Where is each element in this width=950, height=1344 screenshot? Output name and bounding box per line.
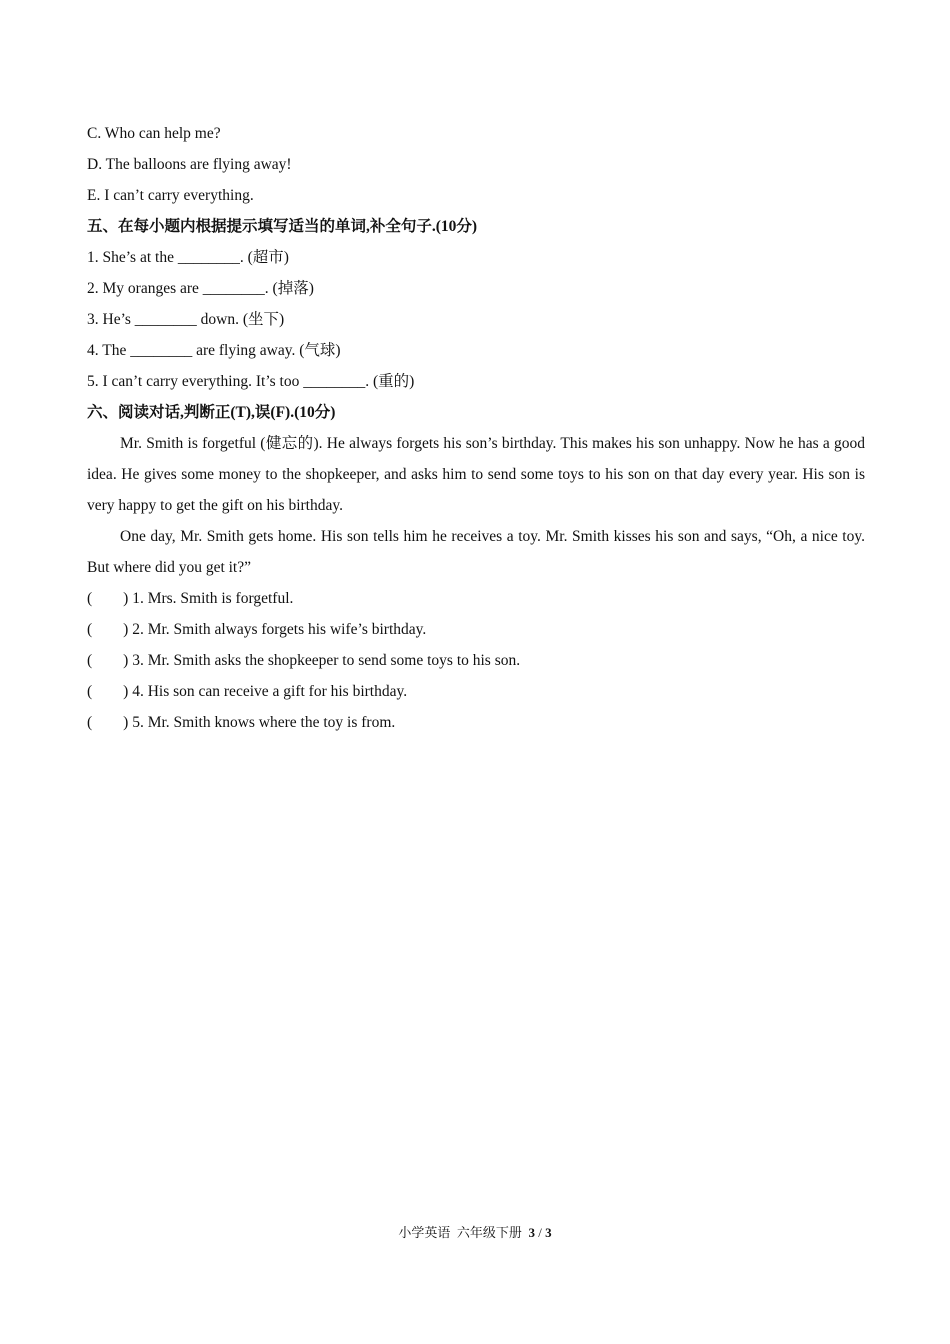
option-c: C. Who can help me? bbox=[87, 125, 221, 142]
judge-statement-5: ( ) 5. Mr. Smith knows where the toy is from. bbox=[87, 714, 396, 731]
reading-paragraph-2: One day, Mr. Smith gets home. His son tells him he receives a toy. Mr. Smith kisses his son and says, “Oh, a nice toy. But where did you get it?” bbox=[87, 528, 865, 576]
fill-blank-item-2: 2. My oranges are ________. (掉落) bbox=[87, 280, 314, 297]
section-5 bbox=[87, 211, 865, 397]
page-footer bbox=[0, 1223, 950, 1243]
reading-paragraph-1: Mr. Smith is forgetful (健忘的). He always forgets his son’s birthday. This makes his son unhappy. Now he has a good idea. He gives some money to the shopkeeper, and asks him to send some toys to his son on that day every year. His son is very happy to get the gift on his birthday. bbox=[87, 435, 865, 514]
section-5-heading: 五、在每小题内根据提示填写适当的单词,补全句子.(10分) bbox=[87, 218, 478, 235]
judge-statement-4: ( ) 4. His son can receive a gift for his birthday. bbox=[87, 683, 408, 700]
fill-blank-item-3: 3. He’s ________ down. (坐下) bbox=[87, 311, 285, 328]
options-list bbox=[87, 118, 865, 211]
fill-blank-item-4: 4. The ________ are flying away. (气球) bbox=[87, 342, 341, 359]
fill-blank-item-1: 1. She’s at the ________. (超市) bbox=[87, 249, 289, 266]
fill-blank-item-5: 5. I can’t carry everything. It’s too ________. (重的) bbox=[87, 373, 415, 390]
judge-statement-1: ( ) 1. Mrs. Smith is forgetful. bbox=[87, 590, 294, 607]
section-6 bbox=[87, 397, 865, 738]
section-6-heading: 六、阅读对话,判断正(T),误(F).(10分) bbox=[87, 404, 336, 421]
judge-statement-2: ( ) 2. Mr. Smith always forgets his wife’s birthday. bbox=[87, 621, 427, 638]
page-separator: / bbox=[534, 1225, 546, 1240]
judge-statement-3: ( ) 3. Mr. Smith asks the shopkeeper to send some toys to his son. bbox=[87, 652, 521, 669]
page-number: 3 bbox=[528, 1225, 535, 1240]
option-e: E. I can’t carry everything. bbox=[87, 187, 254, 204]
option-d: D. The balloons are flying away! bbox=[87, 156, 292, 173]
page-total: 3 bbox=[545, 1225, 552, 1240]
document-body bbox=[87, 118, 865, 738]
footer-label: 小学英语 六年级下册 bbox=[398, 1225, 529, 1240]
